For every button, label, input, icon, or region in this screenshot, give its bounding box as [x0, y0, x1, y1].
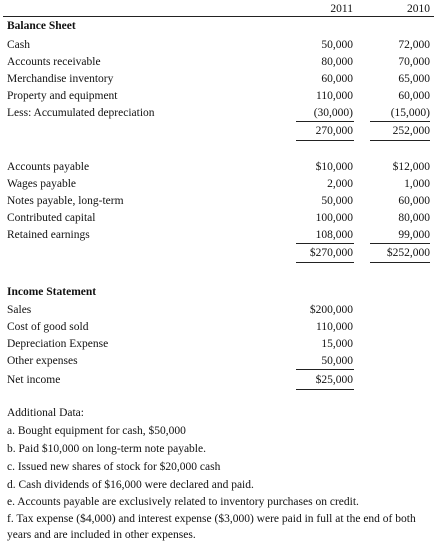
- header-rule: [3, 16, 434, 17]
- asset-subtotal-rule-2010: [370, 121, 430, 122]
- asset-2011: 60,000: [321, 73, 353, 85]
- year-2010-header: 2010: [407, 3, 430, 15]
- liability-2011: 100,000: [315, 212, 353, 224]
- liability-label: Accounts payable: [7, 161, 90, 173]
- liability-label: Notes payable, long-term: [7, 195, 124, 207]
- asset-label: Property and equipment: [7, 90, 118, 102]
- income-label: Cost of good sold: [7, 321, 89, 333]
- liability-2010: 99,000: [398, 229, 430, 241]
- year-2011-header: 2011: [330, 3, 353, 15]
- liability-2011: 2,000: [327, 178, 353, 190]
- additional-item: e. Accounts payable are exclusively related to inventory purchases on credit.: [7, 496, 359, 508]
- asset-2010: (15,000): [390, 107, 430, 119]
- income-value: 50,000: [321, 355, 353, 367]
- liability-2011: 50,000: [321, 195, 353, 207]
- asset-total-rule-2011: [296, 140, 354, 141]
- liability-label: Contributed capital: [7, 212, 96, 224]
- income-label: Net income: [7, 374, 61, 386]
- asset-label: Cash: [7, 39, 30, 51]
- additional-item: b. Paid $10,000 on long-term note payable.: [7, 443, 206, 455]
- additional-item: c. Issued new shares of stock for $20,000 cash: [7, 461, 221, 473]
- net-income-value: $25,000: [315, 374, 353, 386]
- liability-subtotal-rule-2010: [370, 243, 430, 244]
- liability-label: Wages payable: [7, 178, 76, 190]
- liability-2010: 80,000: [398, 212, 430, 224]
- liability-total-rule-2010: [370, 262, 430, 263]
- liability-2010: 60,000: [398, 195, 430, 207]
- additional-item: f. Tax expense ($4,000) and interest expense ($3,000) were paid in full at the end of both years and are included in other expenses.: [7, 513, 416, 541]
- asset-2010: 70,000: [398, 56, 430, 68]
- liability-total-rule-2011: [296, 262, 354, 263]
- liability-2010: 1,000: [404, 178, 430, 190]
- income-value: 15,000: [321, 338, 353, 350]
- asset-2010: 60,000: [398, 90, 430, 102]
- income-value: 110,000: [316, 321, 353, 333]
- asset-2010: 72,000: [398, 39, 430, 51]
- liability-2011: 108,000: [315, 229, 353, 241]
- balance-sheet-title: Balance Sheet: [7, 20, 76, 32]
- net-income-rule: [296, 389, 354, 390]
- asset-total-2010: 252,000: [392, 125, 430, 137]
- income-statement-title: Income Statement: [7, 286, 97, 298]
- asset-total-2011: 270,000: [315, 125, 353, 137]
- asset-2011: 80,000: [321, 56, 353, 68]
- asset-label: Accounts receivable: [7, 56, 101, 68]
- liability-2010: $12,000: [392, 161, 430, 173]
- liability-2011: $10,000: [315, 161, 353, 173]
- liability-total-2010: $252,000: [386, 247, 430, 259]
- asset-2011: 110,000: [316, 90, 353, 102]
- liability-label: Retained earnings: [7, 229, 90, 241]
- liability-subtotal-rule-2011: [296, 243, 354, 244]
- asset-2011: 50,000: [321, 39, 353, 51]
- asset-2011: (30,000): [313, 107, 353, 119]
- asset-total-rule-2010: [370, 140, 430, 141]
- income-label: Depreciation Expense: [7, 338, 109, 350]
- additional-item: a. Bought equipment for cash, $50,000: [7, 425, 186, 437]
- asset-subtotal-rule-2011: [296, 121, 354, 122]
- income-value: $200,000: [309, 304, 353, 316]
- income-subtotal-rule: [296, 369, 354, 370]
- income-label: Sales: [7, 304, 32, 316]
- asset-label: Merchandise inventory: [7, 73, 114, 85]
- additional-item: d. Cash dividends of $16,000 were declared and paid.: [7, 479, 254, 491]
- income-label: Other expenses: [7, 355, 78, 367]
- asset-2010: 65,000: [398, 73, 430, 85]
- liability-total-2011: $270,000: [309, 247, 353, 259]
- additional-data-title: Additional Data:: [7, 407, 84, 419]
- asset-label: Less: Accumulated depreciation: [7, 107, 155, 119]
